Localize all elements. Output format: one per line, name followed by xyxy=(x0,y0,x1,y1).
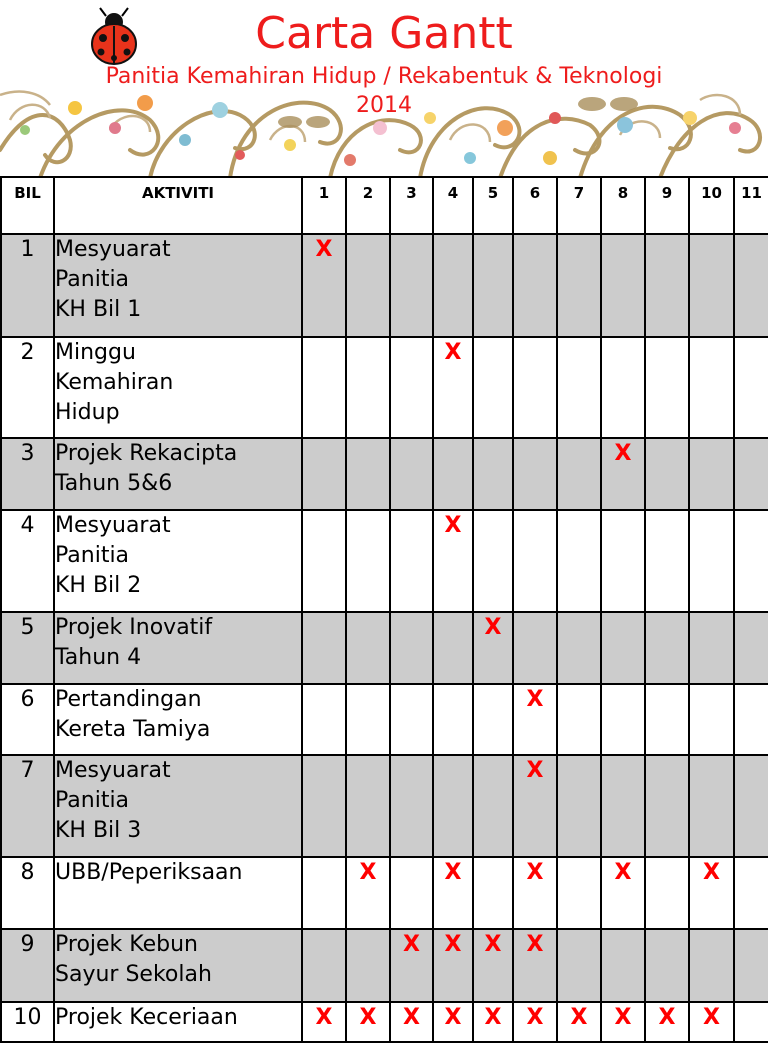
gantt-cell-month-7 xyxy=(557,438,601,510)
gantt-cell-month-9 xyxy=(645,857,689,929)
row-number: 8 xyxy=(1,857,54,929)
gantt-cell-month-6: X xyxy=(513,857,557,929)
gantt-cell-month-11 xyxy=(734,684,768,755)
activity-name: Projek Rekacipta Tahun 5&6 xyxy=(54,438,302,510)
gantt-cell-month-11 xyxy=(734,857,768,929)
header-month-9: 9 xyxy=(645,177,689,234)
gantt-cell-month-2 xyxy=(346,612,390,684)
gantt-cell-month-4 xyxy=(433,684,473,755)
activity-name: UBB/Peperiksaan xyxy=(54,857,302,929)
gantt-cell-month-6: X xyxy=(513,684,557,755)
gantt-cell-month-6 xyxy=(513,234,557,337)
gantt-cell-month-8: X xyxy=(601,857,645,929)
gantt-cell-month-4: X xyxy=(433,857,473,929)
gantt-cell-month-8 xyxy=(601,755,645,857)
row-number: 5 xyxy=(1,612,54,684)
gantt-cell-month-1 xyxy=(302,337,346,438)
row-number: 1 xyxy=(1,234,54,337)
header-month-4: 4 xyxy=(433,177,473,234)
header-month-7: 7 xyxy=(557,177,601,234)
header-month-6: 6 xyxy=(513,177,557,234)
header-activity: AKTIVITI xyxy=(54,177,302,234)
gantt-cell-month-1: X xyxy=(302,1002,346,1042)
header-bil: BIL xyxy=(1,177,54,234)
row-number: 4 xyxy=(1,510,54,612)
gantt-cell-month-9 xyxy=(645,337,689,438)
gantt-cell-month-5 xyxy=(473,510,513,612)
gantt-cell-month-9 xyxy=(645,929,689,1002)
gantt-cell-month-9 xyxy=(645,612,689,684)
row-number: 6 xyxy=(1,684,54,755)
gantt-cell-month-6 xyxy=(513,438,557,510)
gantt-cell-month-3 xyxy=(390,612,433,684)
gantt-cell-month-8 xyxy=(601,612,645,684)
row-number: 7 xyxy=(1,755,54,857)
gantt-cell-month-11 xyxy=(734,510,768,612)
gantt-cell-month-3: X xyxy=(390,929,433,1002)
gantt-cell-month-4: X xyxy=(433,337,473,438)
gantt-cell-month-10 xyxy=(689,612,734,684)
gantt-cell-month-2: X xyxy=(346,1002,390,1042)
gantt-cell-month-10 xyxy=(689,684,734,755)
gantt-cell-month-8: X xyxy=(601,1002,645,1042)
gantt-cell-month-5 xyxy=(473,857,513,929)
gantt-cell-month-1 xyxy=(302,612,346,684)
gantt-cell-month-6 xyxy=(513,510,557,612)
gantt-cell-month-5 xyxy=(473,337,513,438)
gantt-cell-month-4 xyxy=(433,234,473,337)
gantt-cell-month-3 xyxy=(390,510,433,612)
gantt-cell-month-2: X xyxy=(346,857,390,929)
gantt-cell-month-4 xyxy=(433,438,473,510)
gantt-cell-month-7 xyxy=(557,612,601,684)
gantt-cell-month-3: X xyxy=(390,1002,433,1042)
gantt-cell-month-5 xyxy=(473,234,513,337)
gantt-cell-month-2 xyxy=(346,438,390,510)
subtitle-department: Panitia Kemahiran Hidup / Rekabentuk & Teknologi xyxy=(105,64,663,89)
gantt-table xyxy=(0,176,768,1043)
header-month-10: 10 xyxy=(689,177,734,234)
table-row xyxy=(1,857,768,929)
gantt-cell-month-4 xyxy=(433,612,473,684)
row-number: 3 xyxy=(1,438,54,510)
table-row xyxy=(1,337,768,438)
gantt-cell-month-6: X xyxy=(513,755,557,857)
gantt-cell-month-8: X xyxy=(601,438,645,510)
gantt-cell-month-1 xyxy=(302,857,346,929)
gantt-cell-month-4 xyxy=(433,755,473,857)
gantt-cell-month-9: X xyxy=(645,1002,689,1042)
table-row xyxy=(1,234,768,337)
activity-name: Mesyuarat Panitia KH Bil 1 xyxy=(54,234,302,337)
gantt-cell-month-1: X xyxy=(302,234,346,337)
row-number: 2 xyxy=(1,337,54,438)
table-row xyxy=(1,438,768,510)
gantt-cell-month-7 xyxy=(557,684,601,755)
gantt-cell-month-5 xyxy=(473,755,513,857)
gantt-cell-month-8 xyxy=(601,684,645,755)
table-row xyxy=(1,1002,768,1042)
gantt-cell-month-2 xyxy=(346,510,390,612)
gantt-cell-month-8 xyxy=(601,337,645,438)
gantt-cell-month-3 xyxy=(390,438,433,510)
activity-name: Minggu Kemahiran Hidup xyxy=(54,337,302,438)
gantt-cell-month-9 xyxy=(645,438,689,510)
gantt-cell-month-2 xyxy=(346,234,390,337)
gantt-cell-month-7 xyxy=(557,234,601,337)
header-month-5: 5 xyxy=(473,177,513,234)
gantt-cell-month-1 xyxy=(302,755,346,857)
gantt-cell-month-7 xyxy=(557,857,601,929)
table-row xyxy=(1,755,768,857)
gantt-cell-month-4: X xyxy=(433,1002,473,1042)
gantt-cell-month-3 xyxy=(390,234,433,337)
row-number: 9 xyxy=(1,929,54,1002)
gantt-cell-month-6 xyxy=(513,337,557,438)
gantt-cell-month-11 xyxy=(734,755,768,857)
gantt-cell-month-11 xyxy=(734,438,768,510)
gantt-cell-month-10 xyxy=(689,929,734,1002)
gantt-cell-month-9 xyxy=(645,684,689,755)
header-month-3: 3 xyxy=(390,177,433,234)
gantt-cell-month-7 xyxy=(557,337,601,438)
gantt-cell-month-11 xyxy=(734,234,768,337)
gantt-cell-month-10 xyxy=(689,234,734,337)
gantt-cell-month-5: X xyxy=(473,612,513,684)
gantt-cell-month-10 xyxy=(689,510,734,612)
gantt-cell-month-6: X xyxy=(513,929,557,1002)
gantt-cell-month-3 xyxy=(390,337,433,438)
gantt-cell-month-11 xyxy=(734,1002,768,1042)
gantt-cell-month-5: X xyxy=(473,1002,513,1042)
gantt-cell-month-1 xyxy=(302,929,346,1002)
activity-name: Mesyuarat Panitia KH Bil 2 xyxy=(54,510,302,612)
gantt-cell-month-1 xyxy=(302,684,346,755)
table-row xyxy=(1,510,768,612)
gantt-cell-month-8 xyxy=(601,510,645,612)
gantt-cell-month-3 xyxy=(390,755,433,857)
gantt-cell-month-9 xyxy=(645,755,689,857)
gantt-cell-month-6 xyxy=(513,612,557,684)
gantt-cell-month-2 xyxy=(346,684,390,755)
page-subtitle xyxy=(0,62,768,120)
gantt-cell-month-10 xyxy=(689,337,734,438)
activity-name: Projek Kebun Sayur Sekolah xyxy=(54,929,302,1002)
header-banner xyxy=(0,0,768,178)
gantt-cell-month-2 xyxy=(346,755,390,857)
gantt-cell-month-10: X xyxy=(689,857,734,929)
gantt-cell-month-7 xyxy=(557,510,601,612)
activity-name: Mesyuarat Panitia KH Bil 3 xyxy=(54,755,302,857)
table-row xyxy=(1,684,768,755)
activity-name: Pertandingan Kereta Tamiya xyxy=(54,684,302,755)
gantt-cell-month-6: X xyxy=(513,1002,557,1042)
gantt-cell-month-4: X xyxy=(433,510,473,612)
gantt-cell-month-8 xyxy=(601,929,645,1002)
gantt-cell-month-9 xyxy=(645,510,689,612)
table-header-row xyxy=(1,177,768,234)
gantt-cell-month-5 xyxy=(473,684,513,755)
gantt-cell-month-11 xyxy=(734,929,768,1002)
gantt-cell-month-7 xyxy=(557,755,601,857)
gantt-cell-month-4: X xyxy=(433,929,473,1002)
header-month-1: 1 xyxy=(302,177,346,234)
gantt-cell-month-1 xyxy=(302,510,346,612)
gantt-cell-month-10 xyxy=(689,755,734,857)
gantt-cell-month-10: X xyxy=(689,1002,734,1042)
header-month-11: 11 xyxy=(734,177,768,234)
activity-name: Projek Inovatif Tahun 4 xyxy=(54,612,302,684)
gantt-cell-month-7: X xyxy=(557,1002,601,1042)
table-row xyxy=(1,929,768,1002)
subtitle-year: 2014 xyxy=(356,93,412,118)
gantt-cell-month-2 xyxy=(346,929,390,1002)
table-row xyxy=(1,612,768,684)
header-month-8: 8 xyxy=(601,177,645,234)
gantt-body xyxy=(1,234,768,1042)
gantt-cell-month-5 xyxy=(473,438,513,510)
header-month-2: 2 xyxy=(346,177,390,234)
gantt-cell-month-10 xyxy=(689,438,734,510)
gantt-cell-month-5: X xyxy=(473,929,513,1002)
gantt-cell-month-2 xyxy=(346,337,390,438)
gantt-cell-month-9 xyxy=(645,234,689,337)
row-number: 10 xyxy=(1,1002,54,1042)
gantt-cell-month-8 xyxy=(601,234,645,337)
page-title: Carta Gantt xyxy=(255,8,513,59)
gantt-cell-month-11 xyxy=(734,612,768,684)
gantt-cell-month-11 xyxy=(734,337,768,438)
gantt-cell-month-7 xyxy=(557,929,601,1002)
activity-name: Projek Keceriaan xyxy=(54,1002,302,1042)
gantt-cell-month-3 xyxy=(390,684,433,755)
gantt-cell-month-3 xyxy=(390,857,433,929)
gantt-cell-month-1 xyxy=(302,438,346,510)
